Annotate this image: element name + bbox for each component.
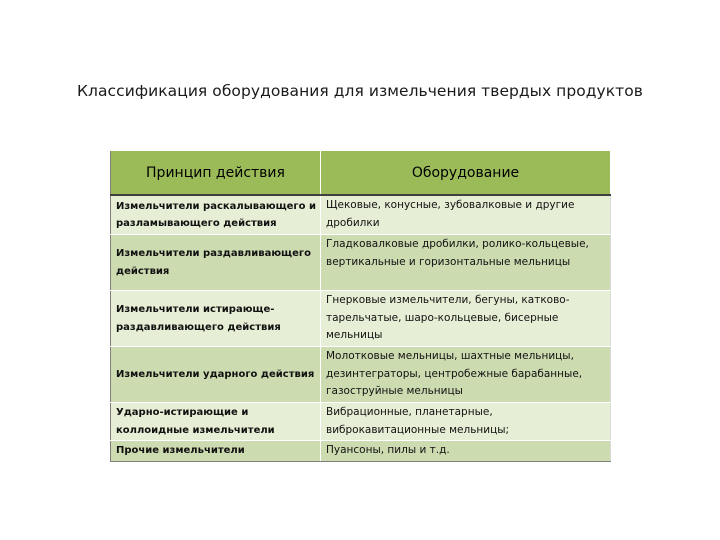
table-row (111, 403, 611, 441)
principle-cell: Ударно-истирающие и коллоидные измельчители (111, 403, 321, 441)
classification-table (110, 150, 611, 462)
table-row (111, 195, 611, 235)
equipment-cell: Гнерковые измельчители, бегуны, катково-тарельчатые, шаро-кольцевые, бисерные мельницы (321, 291, 611, 347)
table-row (111, 291, 611, 347)
equipment-cell: Молотковые мельницы, шахтные мельницы, дезинтеграторы, центробежные барабанные, газоструйные мельницы (321, 347, 611, 403)
column-header-equipment: Оборудование (321, 151, 611, 196)
column-header-principle: Принцип действия (111, 151, 321, 196)
equipment-cell: Гладковалковые дробилки, ролико-кольцевые, вертикальные и горизонтальные мельницы (321, 235, 611, 291)
principle-cell: Измельчители раздавливающего действия (111, 235, 321, 291)
equipment-cell: Щековые, конусные, зубовалковые и другие дробилки (321, 195, 611, 235)
table-row (111, 235, 611, 291)
table-row (111, 347, 611, 403)
principle-cell: Измельчители ударного действия (111, 347, 321, 403)
equipment-cell: Вибрационные, планетарные, виброкавитационные мельницы; (321, 403, 611, 441)
table-row (111, 441, 611, 462)
principle-cell: Измельчители истирающе-раздавливающего действия (111, 291, 321, 347)
principle-cell: Измельчители раскалывающего и разламывающего действия (111, 195, 321, 235)
principle-cell: Прочие измельчители (111, 441, 321, 462)
equipment-cell: Пуансоны, пилы и т.д. (321, 441, 611, 462)
table-header-row (111, 151, 611, 196)
page-title: Классификация оборудования для измельчения твердых продуктов (77, 82, 643, 100)
